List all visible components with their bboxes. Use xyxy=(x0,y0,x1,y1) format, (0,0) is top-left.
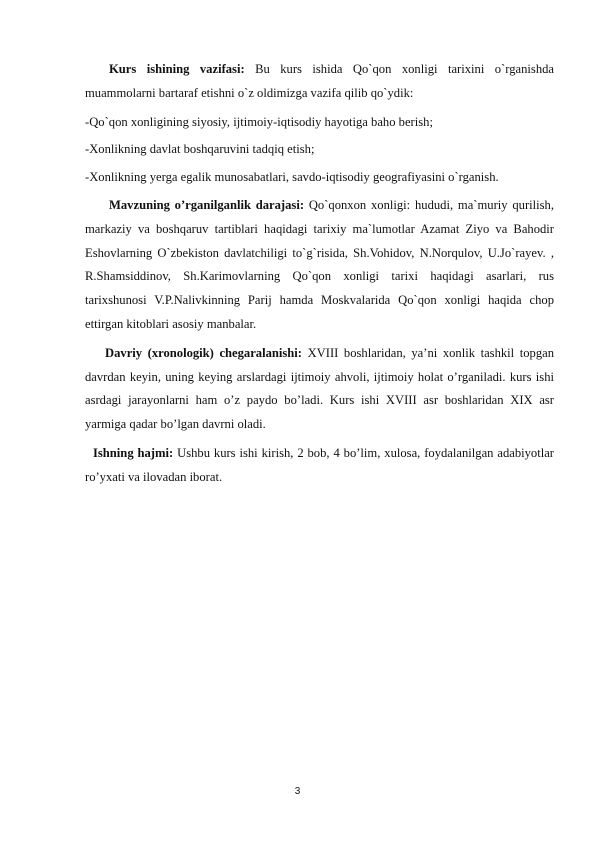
paragraph-chronology xyxy=(85,342,554,437)
paragraph-heading-chronology: Davriy (xronologik) chegaralanishi: xyxy=(105,345,303,360)
list-item: -Xonlikning davlat boshqaruvini tadqiq etish; xyxy=(85,142,315,157)
paragraph-heading-tasks: Kurs ishining vazifasi: xyxy=(109,62,245,76)
paragraph-text-chronology: XVIII boshlaridan, ya’ni xonlik tashkil topgan davrdan keyin, uning keying arslardagi ijtimoiy ahvoli, ijtimoiy holat o’rganiladi. kurs ishi asrdagi jarayonlarni ham o’z paydo bo’ladi. Kurs ishi XVIII asr boshlaridan XIX asr yarmiga qadar bo’lgan davrni oladi. xyxy=(85,345,554,432)
list-item: -Xonlikning yerga egalik munosabatlari, savdo-iqtisodiy geografiyasini o`rganish. xyxy=(85,170,499,185)
paragraph-heading-volume: Ishning hajmi: xyxy=(93,445,174,460)
page-number: 3 xyxy=(294,786,301,797)
document-body xyxy=(85,58,554,495)
paragraph-volume xyxy=(85,442,554,490)
paragraph-text-volume: Ushbu kurs ishi kirish, 2 bob, 4 bo’lim, xulosa, foydalanilgan adabiyotlar ro’yxati va ilovadan iborat. xyxy=(85,445,554,484)
paragraph-text-tasks: Bu kurs ishida Qo`qon xonligi tarixini o`rganishda muammolarni bartaraf etishni o`z oldimizga vazifa qilib qo`ydik: xyxy=(85,62,554,100)
paragraph-tasks xyxy=(85,58,554,106)
paragraph-text-study-level: Qo`qonxon xonligi: hududi, ma`muriy qurilish, markaziy va boshqaruv tartiblari haqidagi tarixiy ma`lumotlar Azamat Ziyo va Bahodir Eshovlarning O`zbekiston davlatchiligi to`g`risida, Sh.Vohidov, N.Norqulov, U.Jo`rayev. , R.Shamsiddinov, Sh.Karimovlarning Qo`qon xonligi tarixi haqidagi asarlari, rus tarixshunosi V.P.Nalivkinning Parij hamda Moskvalarida Qo`qon xonligi haqida chop ettirgan kitoblari asosiy manbalar. xyxy=(85,197,554,331)
list-item: -Qo`qon xonligining siyosiy, ijtimoiy-iqtisodiy hayotiga baho berish; xyxy=(85,114,433,129)
paragraph-study-level xyxy=(85,194,554,337)
paragraph-heading-study-level: Mavzuning o’rganilganlik darajasi: xyxy=(109,197,305,212)
